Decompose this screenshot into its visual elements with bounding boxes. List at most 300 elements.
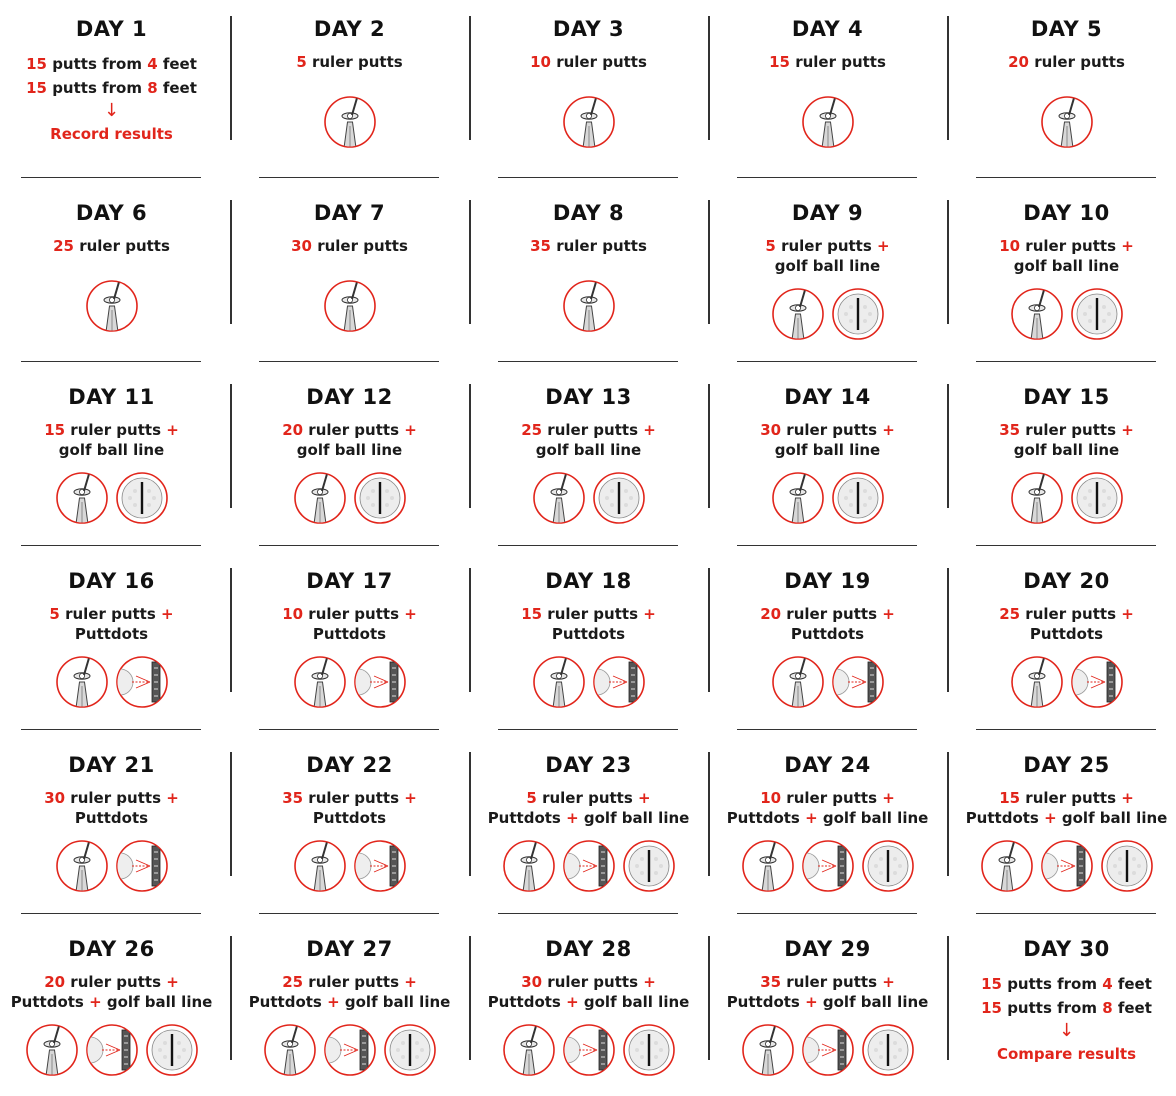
golf-ball-line-icon [384,1024,436,1076]
drill-icons [232,840,467,892]
results-text: Record results [50,125,173,143]
day-cell [710,736,945,892]
instruction-line [710,256,945,276]
drill-icons [710,840,945,892]
day-title: DAY 12 [306,385,393,409]
golf-ball-line-icon [862,1024,914,1076]
day-cell [232,368,467,524]
plus-sign: + [877,237,890,255]
instruction-line [471,992,706,1012]
instruction-line [232,52,467,72]
instruction-number: 4 [147,55,158,73]
instruction-line [471,604,706,624]
day-title: DAY 22 [306,753,393,777]
instruction-line [232,236,467,256]
day-cell [0,184,229,332]
instruction-text: ruler putts [550,237,647,255]
drill-icons [949,472,1176,524]
plus-sign: + [161,605,174,623]
instruction-line [232,788,467,808]
plus-sign: + [882,421,895,439]
instruction-line [232,420,467,440]
ruler-putt-icon [533,472,585,524]
column-divider [469,384,471,508]
day-title: DAY 17 [306,569,393,593]
drill-icons [949,656,1176,708]
instruction-number: 5 [296,53,307,71]
row-divider [498,913,678,914]
instruction-line [949,996,1176,1020]
instruction-text: ruler putts [65,421,167,439]
column-divider [469,936,471,1060]
day-title: DAY 9 [791,201,864,225]
instruction-text: putts from [1001,975,1103,993]
drill-icons [0,656,229,708]
drill-icons [232,1024,467,1076]
day-title: DAY 5 [1030,17,1103,41]
day-title: DAY 4 [791,17,864,41]
column-divider [469,200,471,324]
puttdots-icon [324,1024,376,1076]
day-cell [471,368,706,524]
instruction-text: ruler putts [550,53,647,71]
ruler-putt-icon [56,840,108,892]
day-title: DAY 10 [1023,201,1110,225]
plus-sign: + [566,809,579,827]
instruction-line [0,52,229,76]
instruction-text: feet [157,79,197,97]
instruction-number: 8 [147,79,158,97]
plus-sign: + [89,993,102,1011]
instruction-line [949,236,1176,256]
instruction-number: 10 [530,53,551,71]
instruction-text: Puttdots [248,993,328,1011]
instruction-line [0,236,229,256]
instruction-line [0,808,229,828]
instruction-number: 20 [760,605,782,623]
golf-ball-line-icon [1071,472,1123,524]
drill-icons [471,840,706,892]
ruler-putt-icon [294,656,346,708]
plus-sign: + [327,993,340,1011]
instruction-text: feet [157,55,197,73]
instruction-number: 10 [999,237,1021,255]
row-divider [21,177,201,178]
instruction-number: 35 [530,237,551,255]
ruler-putt-icon [56,472,108,524]
instruction-line [710,52,945,72]
golf-ball-line-icon [623,840,675,892]
instruction-number: 15 [769,53,790,71]
instruction-number: 20 [1008,53,1029,71]
instruction-number: 35 [760,973,782,991]
ruler-putt-icon [742,1024,794,1076]
instruction-text: ruler putts [542,973,644,991]
puttdots-icon [802,840,854,892]
instruction-text: ruler putts [65,973,167,991]
instruction-number: 10 [760,789,782,807]
column-divider [708,384,710,508]
instruction-line [710,788,945,808]
day-cell [232,184,467,332]
instruction-line [949,52,1176,72]
plus-sign: + [1121,605,1134,623]
instruction-text: golf ball line [1013,257,1120,275]
golf-ball-line-icon [832,288,884,340]
ruler-putt-icon [563,96,615,148]
row-divider [976,361,1156,362]
instruction-line [471,440,706,460]
instruction-text: putts from [46,55,148,73]
instruction-number: 30 [44,789,66,807]
plus-sign: + [882,605,895,623]
instruction-text: ruler putts [1020,421,1122,439]
instruction-line [232,624,467,644]
puttdots-icon [593,656,645,708]
instruction-text: ruler putts [781,973,883,991]
instruction-number: 15 [521,605,543,623]
drill-icons [710,96,945,148]
ruler-putt-icon [324,280,376,332]
day-cell [0,736,229,892]
day-cell [471,184,706,332]
instruction-text: ruler putts [542,421,644,439]
instruction-text: golf ball line [774,441,881,459]
instruction-line [471,808,706,828]
column-divider [708,16,710,140]
drill-icons [232,280,467,332]
golf-ball-line-icon [116,472,168,524]
day-cell [471,0,706,148]
day-title: DAY 8 [552,201,625,225]
instruction-text: Puttdots [965,809,1045,827]
column-divider [230,936,232,1060]
instruction-line [949,256,1176,276]
column-divider [947,568,949,692]
day-title: DAY 29 [784,937,871,961]
plus-sign: + [882,973,895,991]
instruction-text: golf ball line [817,993,929,1011]
instruction-text: ruler putts [775,237,877,255]
instruction-text: Puttdots [312,625,387,643]
instruction-text: ruler putts [1028,53,1125,71]
instruction-text: Puttdots [551,625,626,643]
puttdots-icon [86,1024,138,1076]
column-divider [230,384,232,508]
instruction-text: ruler putts [536,789,638,807]
instruction-line [0,992,229,1012]
row-divider [21,545,201,546]
instruction-number: 35 [999,421,1021,439]
drill-icons [949,288,1176,340]
day-title: DAY 3 [552,17,625,41]
instruction-line [0,440,229,460]
column-divider [230,568,232,692]
row-divider [737,729,917,730]
drill-icons [232,96,467,148]
plus-sign: + [1121,789,1134,807]
instruction-line [949,808,1176,828]
instruction-line [0,76,229,100]
instruction-line [710,604,945,624]
drill-icons [471,1024,706,1076]
instruction-text: golf ball line [774,257,881,275]
instruction-line [232,972,467,992]
drill-icons [710,1024,945,1076]
drill-icons [471,656,706,708]
instruction-number: 35 [282,789,304,807]
instruction-line [949,420,1176,440]
instruction-line [471,972,706,992]
instruction-text: golf ball line [339,993,451,1011]
day-cell [710,184,945,340]
column-divider [708,568,710,692]
day-cell [949,552,1176,708]
column-divider [947,200,949,324]
ruler-putt-icon [1011,288,1063,340]
day-cell [949,0,1176,148]
ruler-putt-icon [772,472,824,524]
day-cell [0,0,229,146]
golf-ball-line-icon [623,1024,675,1076]
row-divider [259,177,439,178]
drill-icons [949,840,1176,892]
day-cell [471,552,706,708]
instruction-text: ruler putts [789,53,886,71]
instruction-line [232,604,467,624]
day-cell [710,920,945,1076]
instruction-text: Puttdots [487,993,567,1011]
instruction-text: golf ball line [535,441,642,459]
instruction-line [232,440,467,460]
instruction-text: ruler putts [781,789,883,807]
row-divider [976,177,1156,178]
instruction-text: putts from [46,79,148,97]
instruction-line [471,52,706,72]
ruler-putt-icon [981,840,1033,892]
day-title: DAY 18 [545,569,632,593]
plus-sign: + [643,605,656,623]
plus-sign: + [638,789,651,807]
instruction-line [0,420,229,440]
puttdots-icon [802,1024,854,1076]
instruction-text: ruler putts [303,421,405,439]
drill-icons [949,96,1176,148]
plus-sign: + [882,789,895,807]
day-title: DAY 25 [1023,753,1110,777]
instruction-text: ruler putts [73,237,170,255]
column-divider [230,752,232,876]
instruction-line [710,808,945,828]
row-divider [259,545,439,546]
row-divider [737,545,917,546]
day-cell [710,368,945,524]
day-title: DAY 26 [68,937,155,961]
row-divider [259,729,439,730]
column-divider [947,936,949,1060]
instruction-number: 30 [521,973,543,991]
row-divider [498,361,678,362]
day-cell [232,0,467,148]
plus-sign: + [1121,421,1134,439]
row-divider [976,545,1156,546]
ruler-putt-icon [1041,96,1093,148]
puttdots-icon [1071,656,1123,708]
instruction-number: 5 [526,789,537,807]
instruction-text: Puttdots [74,625,149,643]
row-divider [498,177,678,178]
row-divider [737,361,917,362]
instruction-line [232,808,467,828]
down-arrow-icon: ↓ [103,100,120,121]
drill-icons [710,656,945,708]
instruction-text: ruler putts [1020,789,1122,807]
puttdots-icon [354,840,406,892]
plus-sign: + [166,421,179,439]
instruction-number: 5 [49,605,60,623]
instruction-line [710,420,945,440]
instruction-text: ruler putts [306,53,403,71]
column-divider [947,752,949,876]
instruction-text: ruler putts [303,973,405,991]
golf-ball-line-icon [862,840,914,892]
instruction-number: 15 [999,789,1021,807]
column-divider [469,568,471,692]
instruction-line [710,992,945,1012]
plus-sign: + [805,809,818,827]
day-title: DAY 2 [313,17,386,41]
ruler-putt-icon [26,1024,78,1076]
drill-icons [232,472,467,524]
row-divider [976,913,1156,914]
instruction-text: ruler putts [1020,605,1122,623]
results-note [0,122,229,146]
instruction-line [471,788,706,808]
plus-sign: + [643,421,656,439]
day-cell [710,552,945,708]
ruler-putt-icon [294,472,346,524]
instruction-line [949,788,1176,808]
instruction-number: 20 [282,421,304,439]
instruction-line [471,236,706,256]
day-title: DAY 15 [1023,385,1110,409]
instruction-text: ruler putts [781,421,883,439]
instruction-number: 8 [1102,999,1113,1017]
column-divider [708,200,710,324]
ruler-putt-icon [742,840,794,892]
instruction-text: ruler putts [1020,237,1122,255]
day-title: DAY 24 [784,753,871,777]
day-title: DAY 1 [75,17,148,41]
puttdots-icon [354,656,406,708]
instruction-text: Puttdots [10,993,90,1011]
drill-icons [0,280,229,332]
instruction-line [471,420,706,440]
day-title: DAY 21 [68,753,155,777]
ruler-putt-icon [324,96,376,148]
instruction-number: 20 [44,973,66,991]
drill-icons [471,96,706,148]
row-divider [21,361,201,362]
ruler-putt-icon [56,656,108,708]
plus-sign: + [1044,809,1057,827]
instruction-number: 15 [26,79,47,97]
day-cell [949,920,1176,1066]
golf-ball-line-icon [354,472,406,524]
day-title: DAY 19 [784,569,871,593]
instruction-text: golf ball line [101,993,213,1011]
drill-icons [710,288,945,340]
instruction-number: 25 [282,973,304,991]
instruction-text: feet [1112,975,1152,993]
day-title: DAY 11 [68,385,155,409]
day-title: DAY 23 [545,753,632,777]
instruction-text: Puttdots [726,809,806,827]
instruction-text: golf ball line [578,809,690,827]
day-title: DAY 13 [545,385,632,409]
instruction-text: golf ball line [1013,441,1120,459]
day-title: DAY 6 [75,201,148,225]
plus-sign: + [166,789,179,807]
drill-icons [710,472,945,524]
instruction-number: 15 [981,999,1002,1017]
ruler-putt-icon [86,280,138,332]
instruction-line [0,604,229,624]
instruction-number: 25 [53,237,74,255]
instruction-number: 25 [521,421,543,439]
plus-sign: + [404,421,417,439]
day-cell [949,368,1176,524]
day-cell [0,920,229,1076]
golf-ball-line-icon [832,472,884,524]
instruction-line [0,788,229,808]
row-divider [21,729,201,730]
puttdots-icon [832,656,884,708]
day-title: DAY 28 [545,937,632,961]
instruction-text: Puttdots [790,625,865,643]
instruction-text: Puttdots [1029,625,1104,643]
row-divider [498,545,678,546]
instruction-line [0,624,229,644]
instruction-text: golf ball line [296,441,403,459]
ruler-putt-icon [772,656,824,708]
day-cell [232,552,467,708]
instruction-number: 30 [760,421,782,439]
instruction-number: 15 [981,975,1002,993]
puttdots-icon [116,840,168,892]
day-cell [471,920,706,1076]
day-title: DAY 16 [68,569,155,593]
puttdots-icon [1041,840,1093,892]
instruction-number: 4 [1102,975,1113,993]
ruler-putt-icon [772,288,824,340]
plus-sign: + [805,993,818,1011]
ruler-putt-icon [1011,656,1063,708]
plus-sign: + [566,993,579,1011]
instruction-text: Puttdots [312,809,387,827]
instruction-number: 15 [44,421,66,439]
instruction-number: 10 [282,605,304,623]
plus-sign: + [166,973,179,991]
plus-sign: + [404,973,417,991]
column-divider [469,16,471,140]
instruction-number: 30 [291,237,312,255]
instruction-text: Puttdots [487,809,567,827]
day-title: DAY 30 [1023,937,1110,961]
row-divider [737,913,917,914]
puttdots-icon [563,1024,615,1076]
instruction-text: putts from [1001,999,1103,1017]
